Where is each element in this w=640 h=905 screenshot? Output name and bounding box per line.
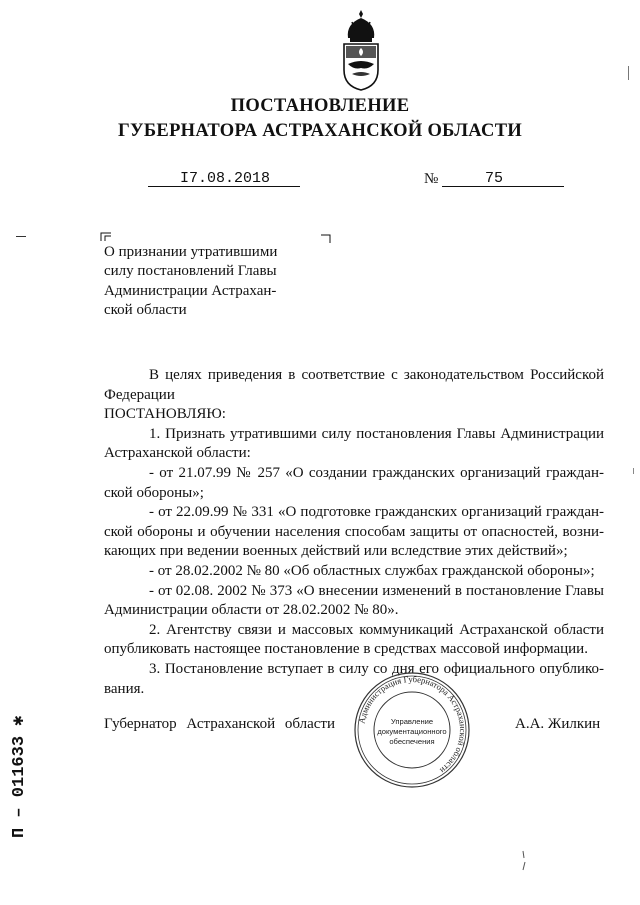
stamp-outer-text: Администрация Губернатора Астраханской области xyxy=(356,673,469,776)
item-2: 2. Агентству связи и массовых коммуникаций Астраханской области опубликовать настоящее постановление в средствах массовой информации. xyxy=(104,621,604,658)
scan-mark xyxy=(628,66,629,80)
preamble-line2: Федерации xyxy=(104,386,175,403)
margin-dash xyxy=(16,236,26,237)
stamp-inner-line: документационного xyxy=(377,727,447,736)
stamp-inner-line: обеспечения xyxy=(389,737,435,746)
scan-mark xyxy=(633,468,634,474)
signature-name: А.А. Жилкин xyxy=(515,716,601,732)
document-body xyxy=(104,366,604,699)
document-date: I7.08.2018 xyxy=(180,170,271,187)
decree-word: ПОСТАНОВЛЯЮ: xyxy=(104,406,226,423)
subject-line: силу постановлений Главы xyxy=(104,263,277,280)
item-1-sub-4: - от 02.08. 2002 № 373 «О внесении изменений в постановление Главы Администрации области от 28.02.2002 № 80». xyxy=(104,582,604,619)
subject-line: ской области xyxy=(104,302,187,319)
document-title-line2: ГУБЕРНАТОРА АСТРАХАНСКОЙ ОБЛАСТИ xyxy=(117,121,523,141)
item-1-sub-2: - от 22.09.99 № 331 «О подготовке гражданских организаций граждан-ской обороны и обучении населения способам защиты от опасностей, возни-кающих при ведении военных действий или вследствие этих действий»; xyxy=(104,504,604,560)
official-stamp xyxy=(352,670,472,790)
preamble-line1: В целях приведения в соответствие с законодательством Российской xyxy=(149,367,604,383)
number-sign: № xyxy=(424,171,439,187)
corner-mark-right xyxy=(320,234,332,244)
coat-of-arms-icon xyxy=(338,8,384,92)
item-1: 1. Признать утратившими силу постановления Главы Администрации Астраханской области: xyxy=(104,425,604,462)
subject-line: О признании утратившими xyxy=(104,244,278,260)
date-underline xyxy=(148,186,300,187)
corner-mark-left xyxy=(100,232,112,242)
document-subject xyxy=(104,243,304,321)
item-1-sub-1: - от 21.07.99 № 257 «О создании гражданских организаций граждан-ской обороны»; xyxy=(104,464,604,501)
item-1-sub-3: - от 28.02.2002 № 80 «Об областных службах гражданской обороны»; xyxy=(149,562,595,579)
margin-serial xyxy=(2,690,32,840)
document-title-line1: ПОСТАНОВЛЕНИЕ xyxy=(230,96,410,116)
subject-line: Администрации Астрахан- xyxy=(104,282,277,299)
item-3: 3. Постановление вступает в силу со дня его официального опублико-вания. xyxy=(104,660,604,697)
pen-mark xyxy=(520,850,530,872)
number-underline xyxy=(442,186,564,187)
signature-position: Губернатор Астраханской области xyxy=(104,716,336,732)
stamp-inner-line: Управление xyxy=(390,717,434,726)
document-number: 75 xyxy=(485,170,504,187)
margin-serial-text: П – 011633 ✱ xyxy=(10,715,29,838)
